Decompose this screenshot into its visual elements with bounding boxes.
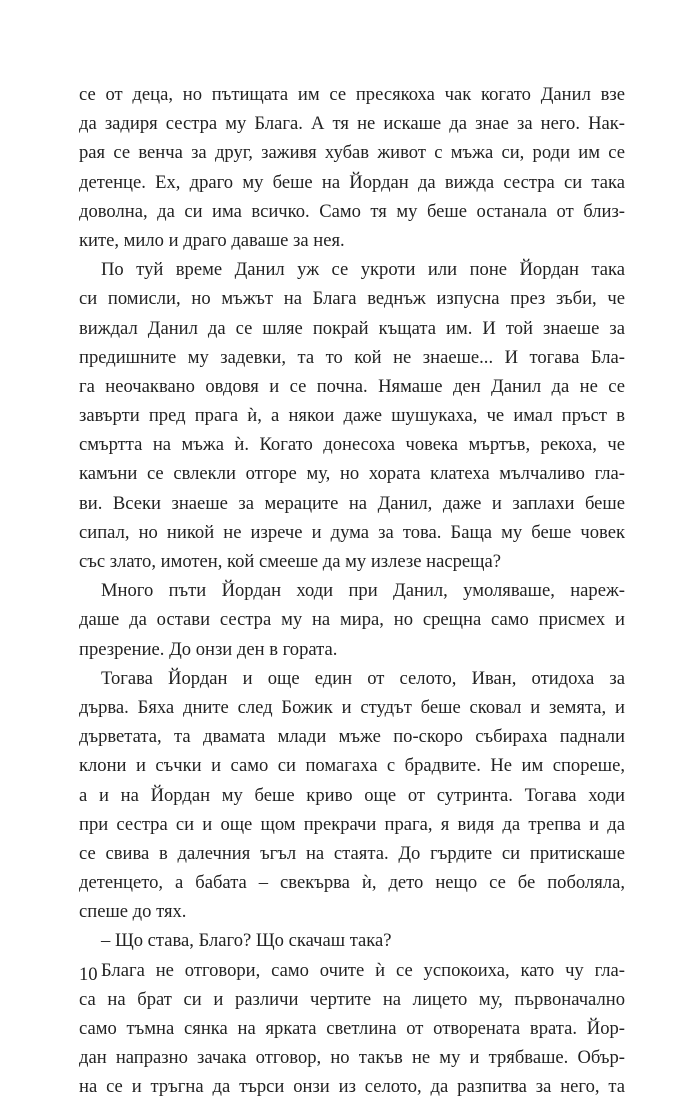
text-line: дърветата, та двамата млади мъже по-скоро събираха паднали xyxy=(79,726,625,748)
text-line: дан напразно зачака отговор, но такъв не му и трябваше. Обър- xyxy=(79,1047,625,1069)
text-line: при сестра си и още щом прекрачи прага, я видя да трепва и да xyxy=(79,813,625,835)
text-line: се свива в далечния ъгъл на стаята. До гърдите си притискаше xyxy=(79,842,625,864)
book-page-text xyxy=(79,80,625,1102)
text-line: клони и съчки и само си помагаха с брадвите. Не им спореше, xyxy=(79,755,625,777)
text-line: Много пъти Йордан ходи при Данил, умоляваше, нареж- xyxy=(101,580,625,602)
text-line: презрение. До онзи ден в гората. xyxy=(79,638,338,660)
text-line: да задиря сестра му Блага. А тя не искаше да знае за него. Нак- xyxy=(79,113,625,135)
text-line: смъртта на мъжа ѝ. Когато донесоха човека мъртъв, рекоха, че xyxy=(79,434,625,456)
text-line: се от деца, но пътищата им се пресякоха чак когато Данил взе xyxy=(79,84,625,105)
text-line: детенцето, а бабата – свекърва ѝ, дето нещо се бе поболяла, xyxy=(79,872,625,894)
text-line: си помисли, но мъжът на Блага веднъж изпусна през зъби, че xyxy=(79,288,625,310)
text-line: а и на Йордан му беше криво още от сутринта. Тогава ходи xyxy=(79,784,625,806)
text-line: завърти пред прага ѝ, а някои даже шушукаха, че имал пръст в xyxy=(79,405,625,427)
text-line: Блага не отговори, само очите ѝ се успокоиха, като чу гла- xyxy=(101,959,625,981)
text-line: със злато, имотен, кой смееше да му излезе насреща? xyxy=(79,551,501,572)
text-line: дърва. Бяха дните след Божик и студът беше сковал и земята, и xyxy=(79,696,625,718)
text-line: детенце. Ех, драго му беше на Йордан да вижда сестра си така xyxy=(79,171,625,193)
dialogue-line: – Що става, Благо? Що скачаш така? xyxy=(101,930,392,952)
text-line: само тъмна сянка на ярката светлина от отворената врата. Йор- xyxy=(79,1018,625,1039)
text-line: рая се венча за друг, заживя хубав живот с мъжа си, роди им се xyxy=(79,142,625,164)
text-line: Тогава Йордан и още един от селото, Иван, отидоха за xyxy=(101,667,625,689)
text-line: спеше до тях. xyxy=(79,901,187,923)
text-line: ви. Всеки знаеше за мераците на Данил, даже и заплахи беше xyxy=(79,492,625,514)
text-line: са на брат си и различи чертите на лицето му, първоначално xyxy=(79,988,625,1010)
text-line: По туй време Данил уж се укроти или поне Йордан така xyxy=(101,259,625,281)
text-line: ките, мило и драго даваше за нея. xyxy=(79,229,345,251)
text-line: предишните му задевки, та то кой не знаеше... И тогава Бла- xyxy=(79,346,625,368)
text-line: на се и тръгна да търси онзи из селото, да разпитва за него, та xyxy=(79,1076,625,1098)
text-line: сипал, но никой не изрече и дума за това. Бащa му беше човек xyxy=(79,521,625,543)
page-number: 10 xyxy=(79,964,98,985)
text-line: камъни се свлекли отгоре му, но хората клатеха мълчаливо гла- xyxy=(79,463,625,485)
text-line: даше да остави сестра му на мира, но срещна само присмех и xyxy=(79,609,625,631)
text-line: доволна, да си има всичко. Само тя му беше останала от близ- xyxy=(79,200,625,222)
text-line: виждал Данил да се шляе покрай къщата им. И той знаеше за xyxy=(79,317,625,339)
text-line: га неочаквано овдовя и се почна. Нямаше ден Данил да не се xyxy=(79,375,625,397)
